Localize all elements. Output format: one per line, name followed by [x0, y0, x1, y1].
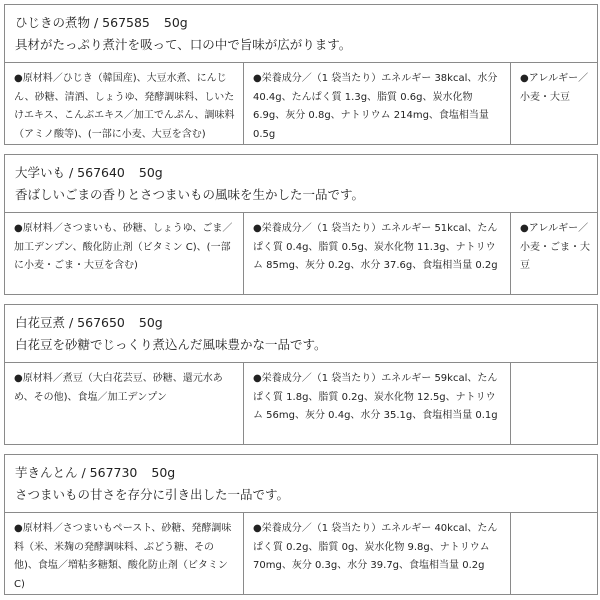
product-header [5, 5, 597, 63]
ingredients-cell: ●原材料／煮豆（大白花芸豆、砂糖、還元水あめ、その他)、食塩／加工デンプン [5, 363, 244, 445]
allergens-cell [511, 363, 597, 445]
allergens-cell: ●アレルギー／小麦・ごま・大豆 [520, 223, 590, 271]
product-details [5, 63, 597, 145]
product-name: 白花豆煮 / 567650 [15, 315, 125, 330]
product-weight: 50g [151, 465, 176, 480]
product-weight: 50g [138, 315, 163, 330]
product-card [4, 154, 598, 295]
nutrition-cell: ●栄養成分／（1 袋当たり）エネルギー 38kcal、水分 40.4g、たんぱく質 1.3g、脂質 0.6g、炭水化物 6.9g、灰分 0.8g、ナトリウム 214mg、食塩相当量 0.5g [244, 63, 511, 145]
product-details [5, 363, 597, 445]
nutrition-cell: ●栄養成分／（1 袋当たり）エネルギー 59kcal、たんぱく質 1.8g、脂質 0.2g、炭水化物 12.5g、ナトリウム 56mg、灰分 0.4g、水分 35.1g、食塩相当量 0.1g [244, 363, 511, 445]
allergens-cell [511, 513, 597, 595]
product-title [15, 462, 597, 484]
ingredients-cell: ●原材料／ひじき（韓国産)、大豆水煮、にんじん、砂糖、清酒、しょうゆ、発酵調味料、しいたけエキス、こんぶエキス／加工でんぷん、調味料（アミノ酸等)、(一部に小麦、大豆を含む) [5, 63, 244, 145]
product-description: 白花豆を砂糖でじっくり煮込んだ風味豊かな一品です。 [15, 337, 327, 352]
product-weight: 50g [138, 165, 163, 180]
product-name: 芋きんとん / 567730 [15, 465, 138, 480]
product-description: 具材がたっぷり煮汁を吸って、口の中で旨味が広がります。 [15, 37, 352, 52]
product-header [5, 455, 597, 513]
product-description: 香ばしいごまの香りとさつまいもの風味を生かした一品です。 [15, 187, 365, 202]
product-details [5, 213, 597, 295]
nutrition-cell: ●栄養成分／（1 袋当たり）エネルギー 40kcal、たんぱく質 0.2g、脂質 0g、炭水化物 9.8g、ナトリウム 70mg、灰分 0.3g、水分 39.7g、食塩相当量 0.2g [244, 513, 511, 595]
product-title [15, 312, 597, 334]
product-header [5, 155, 597, 213]
product-description: さつまいもの甘さを存分に引き出した一品です。 [15, 487, 290, 502]
product-header [5, 305, 597, 363]
product-details [5, 513, 597, 595]
ingredients-cell: ●原材料／さつまいもペースト、砂糖、発酵調味料（米、米麹の発酵調味料、ぶどう糖、その他)、食塩／増粘多糖類、酸化防止剤（ビタミン C) [5, 513, 244, 595]
product-card [4, 454, 598, 595]
product-title [15, 12, 597, 34]
product-weight: 50g [163, 15, 188, 30]
product-title [15, 162, 597, 184]
product-card [4, 4, 598, 145]
product-card [4, 304, 598, 445]
allergens-cell: ●アレルギー／小麦・大豆 [520, 73, 589, 103]
product-name: 大学いも / 567640 [15, 165, 125, 180]
ingredients-cell: ●原材料／さつまいも、砂糖、しょうゆ、ごま／加工デンプン、酸化防止剤（ビタミン C)、(一部に小麦・ごま・大豆を含む) [5, 213, 244, 295]
nutrition-cell: ●栄養成分／（1 袋当たり）エネルギー 51kcal、たんぱく質 0.4g、脂質 0.5g、炭水化物 11.3g、ナトリウム 85mg、灰分 0.2g、水分 37.6g、食塩相当量 0.2g [244, 213, 511, 295]
product-name: ひじきの煮物 / 567585 [15, 15, 150, 30]
